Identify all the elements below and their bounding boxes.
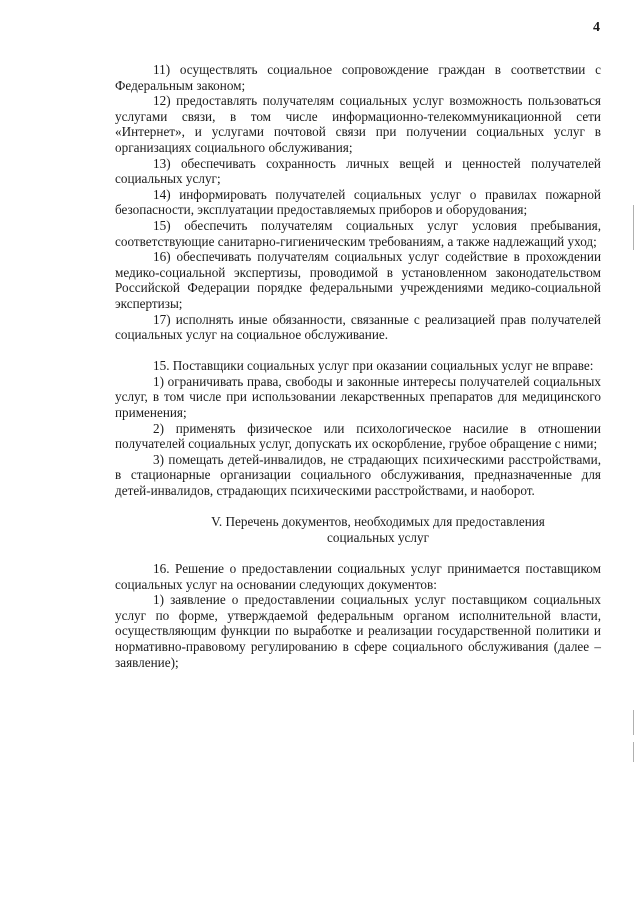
- list-item: 11) осуществлять социальное сопровождение граждан в соответствии с Федеральным законом;: [115, 62, 601, 93]
- list-item: 15) обеспечить получателям социальных услуг условия пребывания, соответствующие санитарно-гигиеническим требованиям, а также надлежащий уход;: [115, 217, 601, 249]
- clause-16-intro: 16. Решение о предоставлении социальных услуг принимается поставщиком социальных услуг на основании следующих документов:: [115, 561, 601, 592]
- list-item: 1) заявление о предоставлении социальных услуг поставщиком социальных услуг по форме, утверждаемой федеральным органом исполнительной власти, осуществляющим функции по выработке и реализации государственной политики и нормативно-правовому регулированию в сфере социального обслуживания (далее – заявление);: [115, 592, 601, 670]
- paragraph-gap: [115, 343, 601, 359]
- list-item: 17) исполнять иные обязанности, связанные с реализацией прав получателей социальных услуг на социальное обслуживание.: [115, 311, 601, 343]
- scan-artifact: [633, 710, 634, 735]
- list-item: 14) информировать получателей социальных услуг о правилах пожарной безопасности, эксплуатации предоставляемых приборов и оборудования;: [115, 186, 601, 218]
- paragraph-gap: [115, 545, 601, 561]
- scan-artifact: [633, 742, 634, 762]
- list-item: 16) обеспечивать получателям социальных услуг содействие в прохождении медико-социальной экспертизы, проводимой в установленном законодательством Российской Федерации порядке федеральными учреждениями медико-социальной экспертизы;: [115, 249, 601, 311]
- list-item: 2) применять физическое или психологическое насилие в отношении получателей социальных услуг, допускать их оскорбление, грубое обращение с ними;: [115, 420, 601, 452]
- list-item: 13) обеспечивать сохранность личных вещей и ценностей получателей социальных услуг;: [115, 155, 601, 187]
- document-body: [115, 62, 601, 670]
- clause-15-intro: 15. Поставщики социальных услуг при оказании социальных услуг не вправе:: [153, 358, 594, 374]
- scan-artifact: [633, 205, 634, 250]
- list-item: 3) помещать детей-инвалидов, не страдающих психическими расстройствами, в стационарные организации социального обслуживания, предназначенные для детей-инвалидов, страдающих психическими расстройствами, и наоборот.: [115, 451, 601, 499]
- paragraph-gap: [115, 499, 601, 515]
- section-heading: V. Перечень документов, необходимых для предоставления социальных услуг: [211, 514, 545, 545]
- list-item: 1) ограничивать права, свободы и законные интересы получателей социальных услуг, в том числе при использовании лекарственных препаратов для медицинского применения;: [115, 373, 601, 421]
- list-item: 12) предоставлять получателям социальных услуг возможность пользоваться услугами связи, в том числе информационно-телекоммуникационной сети «Интернет», и услугами почтовой связи при получении социальных услуг в организациях социального обслуживания;: [115, 93, 601, 155]
- page-number: 4: [593, 20, 600, 35]
